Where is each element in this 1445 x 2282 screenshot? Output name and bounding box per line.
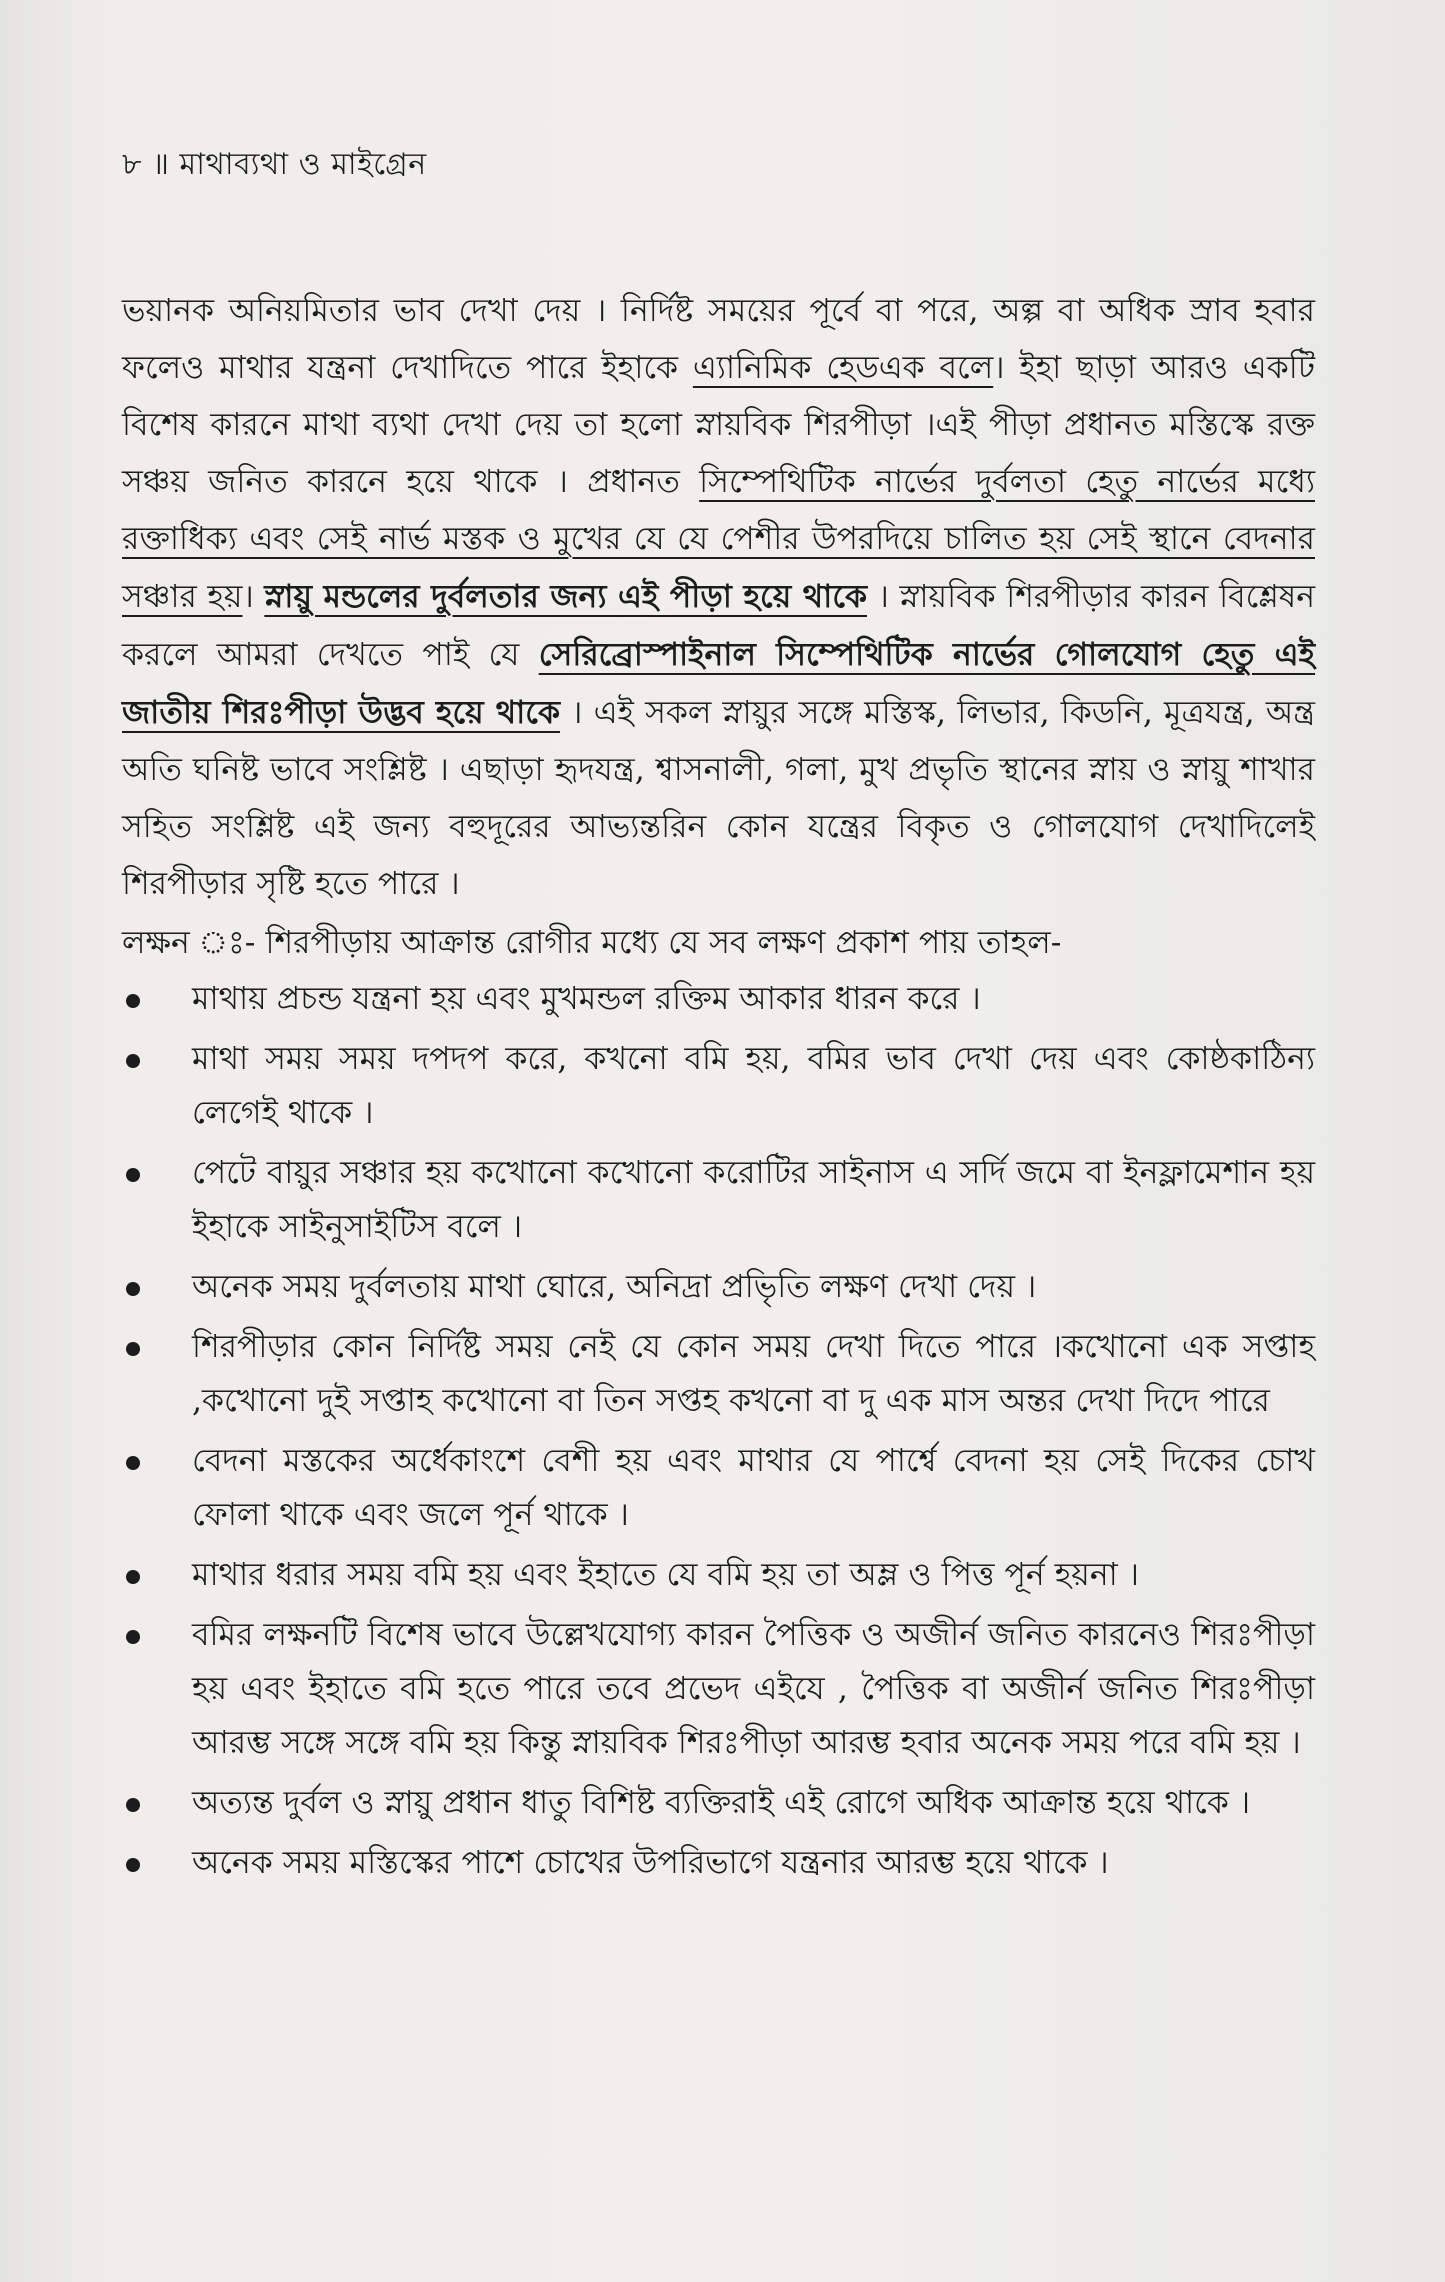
list-item [122, 1776, 1315, 1830]
running-header [122, 140, 1315, 191]
bullet-icon [126, 1168, 140, 1182]
bullet-icon [126, 1630, 140, 1644]
underlined-cerebrospinal: সেরিব্রোস্পাইনাল সিম্পেথিটিক নার্ভের গোলযোগ হেতু এই জাতীয় শিরঃপীড়া উদ্ভব হয়ে থাকে [122, 636, 1316, 731]
list-item [122, 1320, 1315, 1428]
text-run: ভয়ানক অনিয়মিতার ভাব দেখা দেয় । নির্দিষ্ট সময়ের পূর্বে বা পরে, অল্প বা অধিক স্রাব হবার ফলেও মাথার যন্ত্রনা দেখাদিতে পারে ইহাকে [122, 293, 1315, 386]
header-title: মাথাব্যথা ও মাইগ্রেন [179, 147, 427, 182]
list-item [122, 1548, 1315, 1602]
list-item [122, 1032, 1315, 1140]
bullet-icon [126, 1570, 140, 1584]
header-separator: ॥ [152, 147, 170, 182]
underlined-sympathetic-nerve: সিম্পেথিটিক নার্ভের দুর্বলতা হেতু নার্ভের মধ্যে রক্তাধিক্য এবং সেই নার্ভ মস্তক ও মুখের যে যে পেশীর উপরদিয়ে চালিত হয় সেই স্থানে বেদনার সঞ্চার হয় [122, 464, 1315, 615]
underlined-nerve-weakness: স্নায়ু মন্ডলের দুর্বলতার জন্য এই পীড়া হয়ে থাকে [264, 578, 868, 615]
underlined-term-anemic-headache: এ্যানিমিক হেডএক বলে [692, 350, 994, 386]
text-run: । [242, 579, 265, 615]
list-item [122, 1836, 1315, 1890]
list-item [122, 972, 1315, 1026]
bullet-icon [126, 1282, 140, 1296]
symptom-text: মাথায় প্রচন্ড যন্ত্রনা হয় এবং মুখমন্ডল রক্তিম আকার ধারন করে । [192, 981, 981, 1017]
symptom-text: অনেক সময় দুর্বলতায় মাথা ঘোরে, অনিদ্রা প্রভিৃতি লক্ষণ দেখা দেয় । [192, 1269, 1037, 1305]
symptom-text: অনেক সময় মস্তিস্কের পাশে চোখের উপরিভাগে যন্ত্রনার আরম্ভ হয়ে থাকে । [192, 1845, 1109, 1881]
bullet-icon [126, 1054, 140, 1068]
page-number: ৮ [122, 147, 142, 182]
list-item [122, 1608, 1315, 1770]
symptom-text: মাথার ধরার সময় বমি হয় এবং ইহাতে যে বমি হয় তা অম্ল ও পিত্ত পূর্ন হয়না । [192, 1557, 1140, 1593]
list-item [122, 1434, 1315, 1542]
text-run: । [993, 350, 1005, 386]
text-run: ইহা ছাড়া আরও একটি বিশেষ কারনে মাথা ব্যথা দেখা দেয় তা হলো স্নায়বিক শিরপীড়া ।এই পীড়া প্রধানত মস্তিস্কে রক্ত সঞ্চয় জনিত কারনে হয়ে থাকে । প্রধানত [122, 350, 1315, 500]
body-paragraph [122, 283, 1315, 913]
symptom-text: মাথা সময় সময় দপদপ করে, কখনো বমি হয়, বমির ভাব দেখা দেয় এবং কোষ্ঠকাঠিন্য লেগেই থাকে । [192, 1041, 1315, 1131]
symptom-text: শিরপীড়ার কোন নির্দিষ্ট সময় নেই যে কোন সময় দেখা দিতে পারে ।কখোনো এক সপ্তাহ ,কখোনো দুই সপ্তাহ কখোনো বা তিন সপ্তহ কখনো বা দু এক মাস অন্তর দেখা দিদে পারে [192, 1329, 1315, 1419]
symptom-list [122, 972, 1315, 1890]
list-item [122, 1146, 1315, 1254]
bullet-icon [126, 1342, 140, 1356]
text-run: । এই সকল স্নায়ুর সঙ্গে মস্তিস্ক, লিভার, কিডনি, মূত্রযন্ত্র, অন্ত্র অতি ঘনিষ্ট ভাবে সংশ্লিষ্ট । এছাড়া হৃদযন্ত্র, শ্বাসনালী, গলা, মুখ প্রভৃতি স্থানের স্নায় ও স্নায়ু শাখার সহিত সংশ্লিষ্ট এই জন্য বহুদূরের আভ্যন্তরিন কোন যন্ত্রের বিকৃত ও গোলযোগ দেখাদিলেই শিরপীড়ার সৃষ্টি হতে পারে । [122, 695, 1315, 902]
symptom-text: বেদনা মস্তকের অর্ধেকাংশে বেশী হয় এবং মাথার যে পার্শ্বে বেদনা হয় সেই দিকের চোখ ফোলা থাকে এবং জলে পূর্ন থাকে । [192, 1443, 1315, 1533]
bullet-icon [126, 1798, 140, 1812]
text-run: । স্নায়বিক শিরপীড়ার কারন বিশ্লেষন করলে আমরা দেখতে পাই যে [122, 579, 1315, 673]
bullet-icon [126, 1456, 140, 1470]
list-item [122, 1260, 1315, 1314]
symptoms-heading: লক্ষন ঃ- শিরপীড়ায় আক্রান্ত রোগীর মধ্যে যে সব লক্ষণ প্রকাশ পায় তাহল- [122, 925, 1062, 961]
bullet-icon [126, 994, 140, 1008]
symptom-text: পেটে বায়ুর সঞ্চার হয় কখোনো কখোনো করোটির সাইনাস এ সর্দি জমে বা ইনফ্লামেশান হয় ইহাকে সাইনুসাইটিস বলে । [192, 1155, 1315, 1245]
bullet-icon [126, 1858, 140, 1872]
symptom-text: অত্যন্ত দুর্বল ও স্নায়ু প্রধান ধাতু বিশিষ্ট ব্যক্তিরাই এই রোগে অধিক আক্রান্ত হয়ে থাকে । [192, 1785, 1251, 1821]
symptom-text: বমির লক্ষনটি বিশেষ ভাবে উল্লেখযোগ্য কারন পৈত্তিক ও অজীর্ন জনিত কারনেও শিরঃপীড়া হয় এবং ইহাতে বমি হতে পারে তবে প্রভেদ এইযে , পৈত্তিক বা অজীর্ন জনিত শিরঃপীড়া আরম্ভ সঙ্গে সঙ্গে বমি হয় কিন্তু স্নায়বিক শিরঃপীড়া আরম্ভ হবার অনেক সময় পরে বমি হয় । [192, 1617, 1315, 1761]
